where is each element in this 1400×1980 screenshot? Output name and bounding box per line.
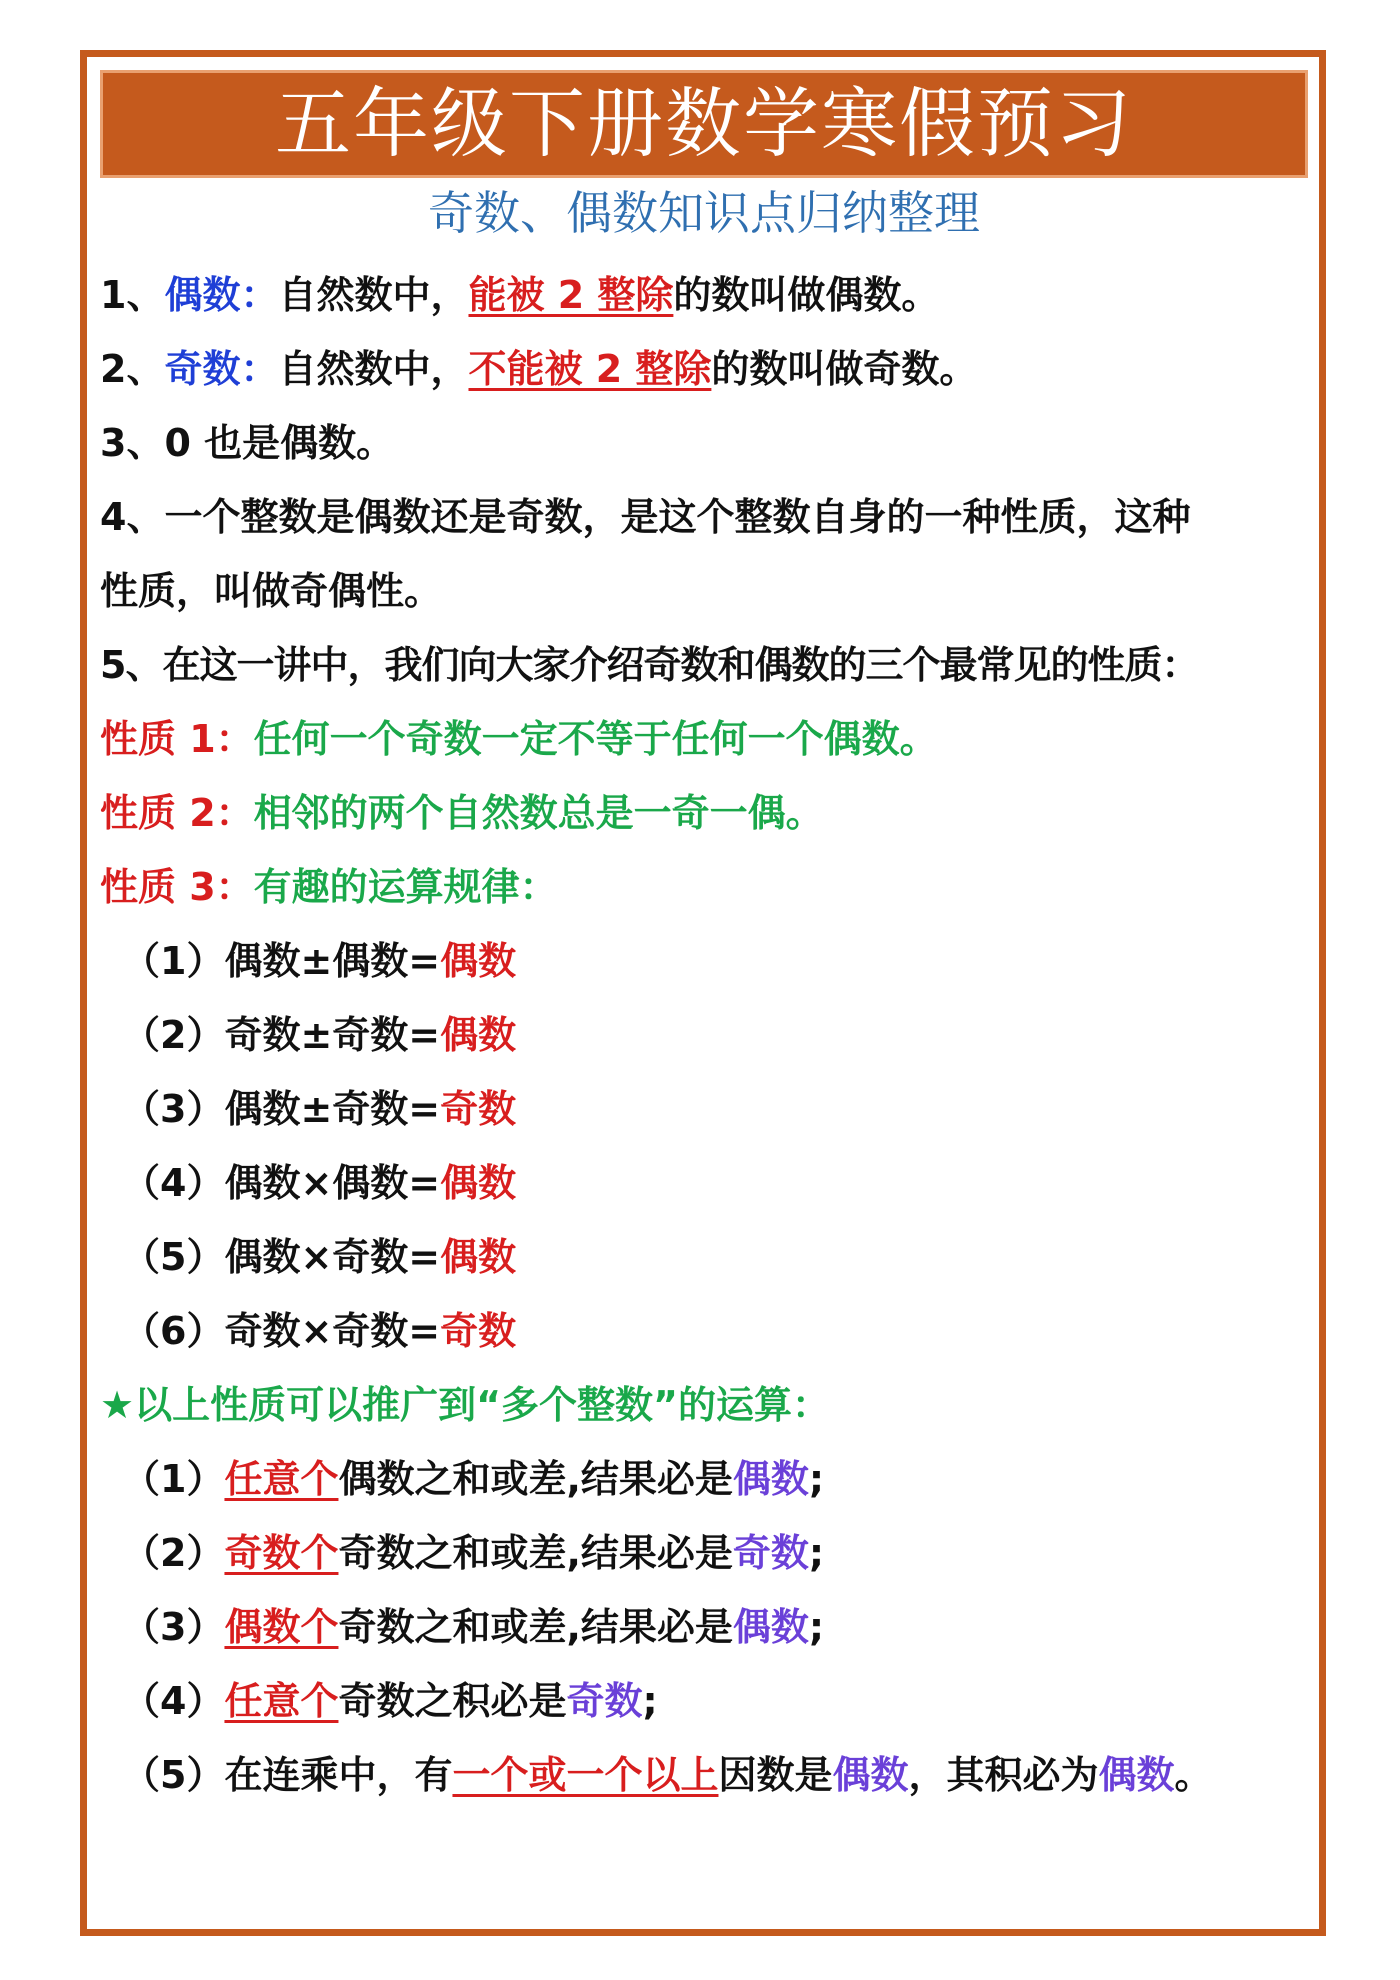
- rule-2: [100, 998, 1310, 1072]
- key-phrase: 一个或一个以上: [452, 1753, 719, 1797]
- rule-expression: （1）偶数±偶数=: [122, 939, 441, 983]
- rule-3: [100, 1072, 1310, 1146]
- item-number: 2、: [100, 347, 165, 391]
- key-phrase: 偶数个: [224, 1605, 339, 1649]
- generalize-text: 奇数之和或差,结果必是: [338, 1531, 733, 1575]
- generalize-result: 奇数: [732, 1531, 809, 1575]
- content-body: [100, 258, 1310, 1812]
- rule-result: 偶数: [440, 1013, 517, 1057]
- rule-expression: （6）奇数×奇数=: [122, 1309, 441, 1353]
- rule-4: [100, 1146, 1310, 1220]
- property-2: [100, 776, 1310, 850]
- item-text: 自然数中，: [278, 347, 469, 391]
- rule-expression: （4）偶数×偶数=: [122, 1161, 441, 1205]
- page-title: 五年级下册数学寒假预习: [275, 79, 1133, 168]
- generalize-2: [100, 1516, 1310, 1590]
- item-4-line-2: 性质，叫做奇偶性。: [100, 569, 443, 613]
- item-1: [100, 258, 1310, 332]
- generalize-text: 奇数之积必是: [338, 1679, 567, 1723]
- rule-6: [100, 1294, 1310, 1368]
- property-3: [100, 850, 1310, 924]
- generalize-text: 奇数之和或差,结果必是: [338, 1605, 733, 1649]
- rule-result: 偶数: [440, 1161, 517, 1205]
- rule-1: [100, 924, 1310, 998]
- item-3: 3、0 也是偶数。: [100, 421, 395, 465]
- property-1: [100, 702, 1310, 776]
- rule-expression: （2）奇数±奇数=: [122, 1013, 441, 1057]
- rule-result: 奇数: [440, 1087, 517, 1131]
- page-subtitle: 奇数、偶数知识点归纳整理: [428, 186, 980, 240]
- generalize-result: 偶数: [832, 1753, 909, 1797]
- generalize-text: 偶数之和或差,结果必是: [338, 1457, 733, 1501]
- property-text: 相邻的两个自然数总是一奇一偶。: [253, 791, 824, 835]
- item-number: 1、: [100, 273, 165, 317]
- item-5: 5、在这一讲中，我们向大家介绍奇数和偶数的三个最常见的性质：: [100, 643, 1199, 687]
- punctuation: ;: [642, 1679, 658, 1723]
- title-banner: [100, 70, 1308, 178]
- rule-result: 偶数: [440, 1235, 517, 1279]
- generalize-text: 在连乘中，有: [224, 1753, 453, 1797]
- property-label: 性质 1：: [100, 717, 254, 761]
- generalize-result: 偶数: [732, 1605, 809, 1649]
- punctuation: ;: [808, 1531, 825, 1575]
- generalize-text: ，其积必为: [908, 1753, 1099, 1797]
- punctuation: ;: [808, 1457, 825, 1501]
- generalize-number: （5）: [122, 1753, 225, 1797]
- generalize-number: （1）: [122, 1457, 225, 1501]
- item-2: [100, 332, 1310, 406]
- term-even: 偶数：: [164, 273, 279, 317]
- generalize-number: （2）: [122, 1531, 225, 1575]
- property-text: 有趣的运算规律：: [253, 865, 558, 909]
- key-phrase: 奇数个: [224, 1531, 339, 1575]
- generalize-3: [100, 1590, 1310, 1664]
- property-text: 任何一个奇数一定不等于任何一个偶数。: [253, 717, 938, 761]
- key-phrase: 不能被 2 整除: [468, 347, 712, 391]
- generalize-1: [100, 1442, 1310, 1516]
- key-phrase: 能被 2 整除: [468, 273, 674, 317]
- generalize-result: 偶数: [732, 1457, 809, 1501]
- generalize-number: （3）: [122, 1605, 225, 1649]
- item-text: 的数叫做奇数。: [711, 347, 978, 391]
- item-4-line-1: 4、一个整数是偶数还是奇数，是这个整数自身的一种性质，这种: [100, 495, 1191, 539]
- term-odd: 奇数：: [164, 347, 279, 391]
- rule-result: 偶数: [440, 939, 517, 983]
- key-phrase: 任意个: [224, 1679, 339, 1723]
- generalize-heading: ★以上性质可以推广到“多个整数”的运算：: [100, 1383, 831, 1427]
- generalize-4: [100, 1664, 1310, 1738]
- punctuation: ;: [808, 1605, 825, 1649]
- rule-5: [100, 1220, 1310, 1294]
- item-text: 的数叫做偶数。: [673, 273, 940, 317]
- generalize-text: 因数是: [718, 1753, 833, 1797]
- generalize-number: （4）: [122, 1679, 225, 1723]
- generalize-5: [100, 1738, 1310, 1812]
- generalize-result: 偶数: [1098, 1753, 1175, 1797]
- rule-result: 奇数: [440, 1309, 517, 1353]
- item-text: 自然数中，: [278, 273, 469, 317]
- rule-expression: （3）偶数±奇数=: [122, 1087, 441, 1131]
- rule-expression: （5）偶数×奇数=: [122, 1235, 441, 1279]
- punctuation: 。: [1174, 1753, 1213, 1797]
- key-phrase: 任意个: [224, 1457, 339, 1501]
- generalize-result: 奇数: [566, 1679, 643, 1723]
- property-label: 性质 2：: [100, 791, 254, 835]
- property-label: 性质 3：: [100, 865, 254, 909]
